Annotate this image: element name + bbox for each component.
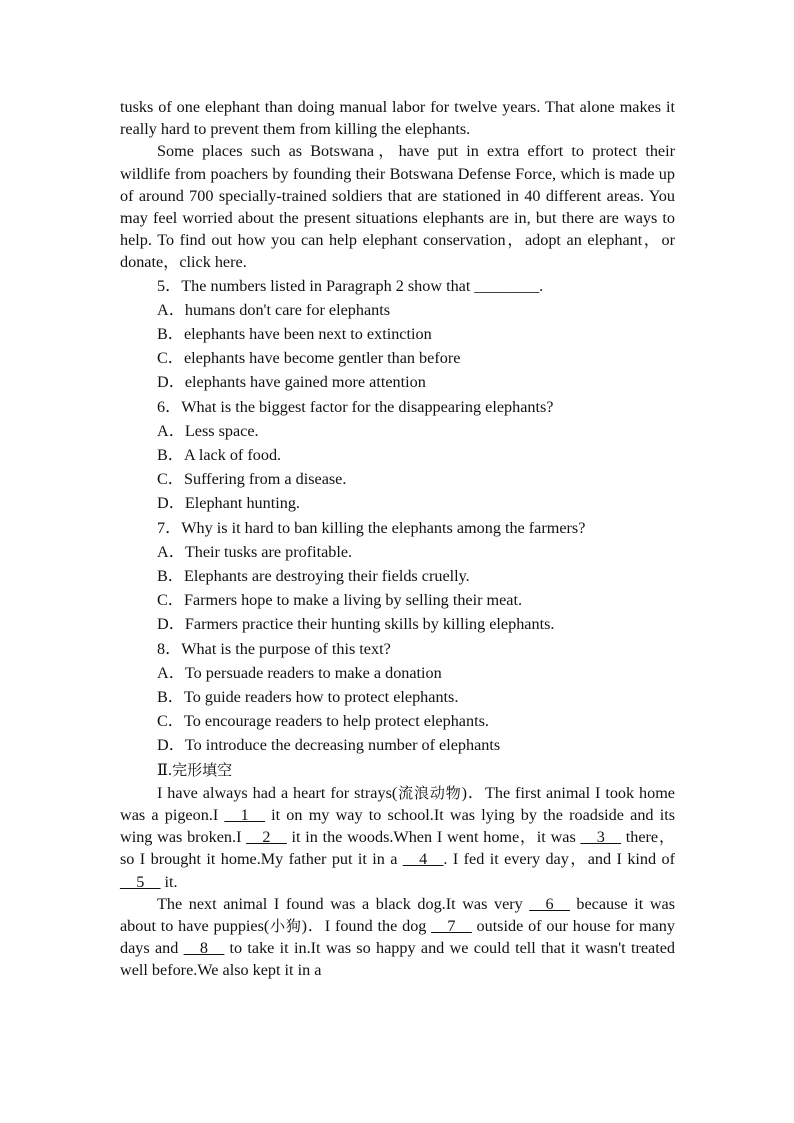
cloze-blank-4: __4__ [402, 850, 444, 869]
cloze-blank-6: __6__ [529, 894, 570, 913]
cloze-blank-1: __1__ [224, 805, 265, 824]
worksheet-page [120, 96, 675, 982]
question-stem: 7．Why is it hard to ban killing the elephants among the farmers? [157, 518, 586, 537]
cloze-paragraph-2: The next animal I found was a black dog.It was very __6__ because it was about to have puppies(小狗)．I found the dog __7__ outside of our house for many days and __8__ to take it in.It was so happy and we could tell that it wasn't treated well before.We also kept it in a [120, 894, 675, 980]
cloze-blank-2: __2__ [246, 828, 287, 847]
section-heading [120, 758, 675, 782]
question-stem: 5．The numbers listed in Paragraph 2 show that ________. [157, 276, 544, 295]
question-8 [120, 637, 675, 758]
passage-paragraph-2: Some places such as Botswana，have put in extra effort to protect their wildlife from poachers by founding their Botswana Defense Force, which is made up of around 700 specially-trained soldiers that are stationed in 40 different areas. You may feel worried about the present situations elephants are in, but there are ways to help. To find out how you can help elephant conservation，adopt an elephant，or donate，click here. [120, 142, 675, 272]
chinese-gloss: 流浪动物 [397, 783, 462, 802]
option-d: D．To introduce the decreasing number of elephants [157, 736, 501, 755]
question-6 [120, 395, 675, 516]
option-b: B．Elephants are destroying their fields cruelly. [157, 567, 470, 586]
option-d: D．elephants have gained more attention [157, 373, 426, 392]
option-a: A．To persuade readers to make a donation [157, 663, 442, 682]
cloze-paragraph-1: I have always had a heart for strays(流浪动物)．The first animal I took home was a pigeon.I __1__ it on my way to school.It was lying by the roadside and its wing was broken.I __2__ it in the woods.When I went home，it was __3__ there，so I brought it home.My father put it in a __4__. I fed it every day，and I kind of __5__ it. [120, 783, 676, 891]
option-a: A．humans don't care for elephants [157, 300, 391, 319]
chinese-gloss: 小狗 [269, 916, 302, 935]
option-d: D．Farmers practice their hunting skills by killing elephants. [157, 615, 555, 634]
section-title: 完形填空 [172, 760, 233, 779]
question-5 [120, 274, 675, 395]
option-a: A．Their tusks are profitable. [157, 542, 353, 561]
option-c: C．Farmers hope to make a living by selling their meat. [157, 591, 523, 610]
option-c: C．elephants have become gentler than before [157, 349, 461, 368]
option-c: C．Suffering from a disease. [157, 470, 347, 489]
option-c: C．To encourage readers to help protect elephants. [157, 712, 489, 731]
question-7 [120, 516, 675, 637]
cloze-blank-7: __7__ [431, 916, 472, 935]
passage-paragraph-1: tusks of one elephant than doing manual labor for twelve years. That alone makes it really hard to prevent them from killing the elephants. [120, 98, 675, 139]
option-b: B．A lack of food. [157, 446, 282, 465]
cloze-blank-5: __5__ [120, 872, 161, 891]
section-number: Ⅱ. [157, 760, 173, 779]
option-b: B．To guide readers how to protect elephants. [157, 688, 459, 707]
option-b: B．elephants have been next to extinction [157, 325, 432, 344]
question-stem: 8．What is the purpose of this text? [157, 639, 391, 658]
cloze-blank-3: __3__ [580, 828, 621, 847]
question-stem: 6．What is the biggest factor for the disappearing elephants? [157, 397, 554, 416]
cloze-blank-8: __8__ [183, 939, 225, 958]
option-d: D．Elephant hunting. [157, 494, 300, 513]
option-a: A．Less space. [157, 421, 259, 440]
